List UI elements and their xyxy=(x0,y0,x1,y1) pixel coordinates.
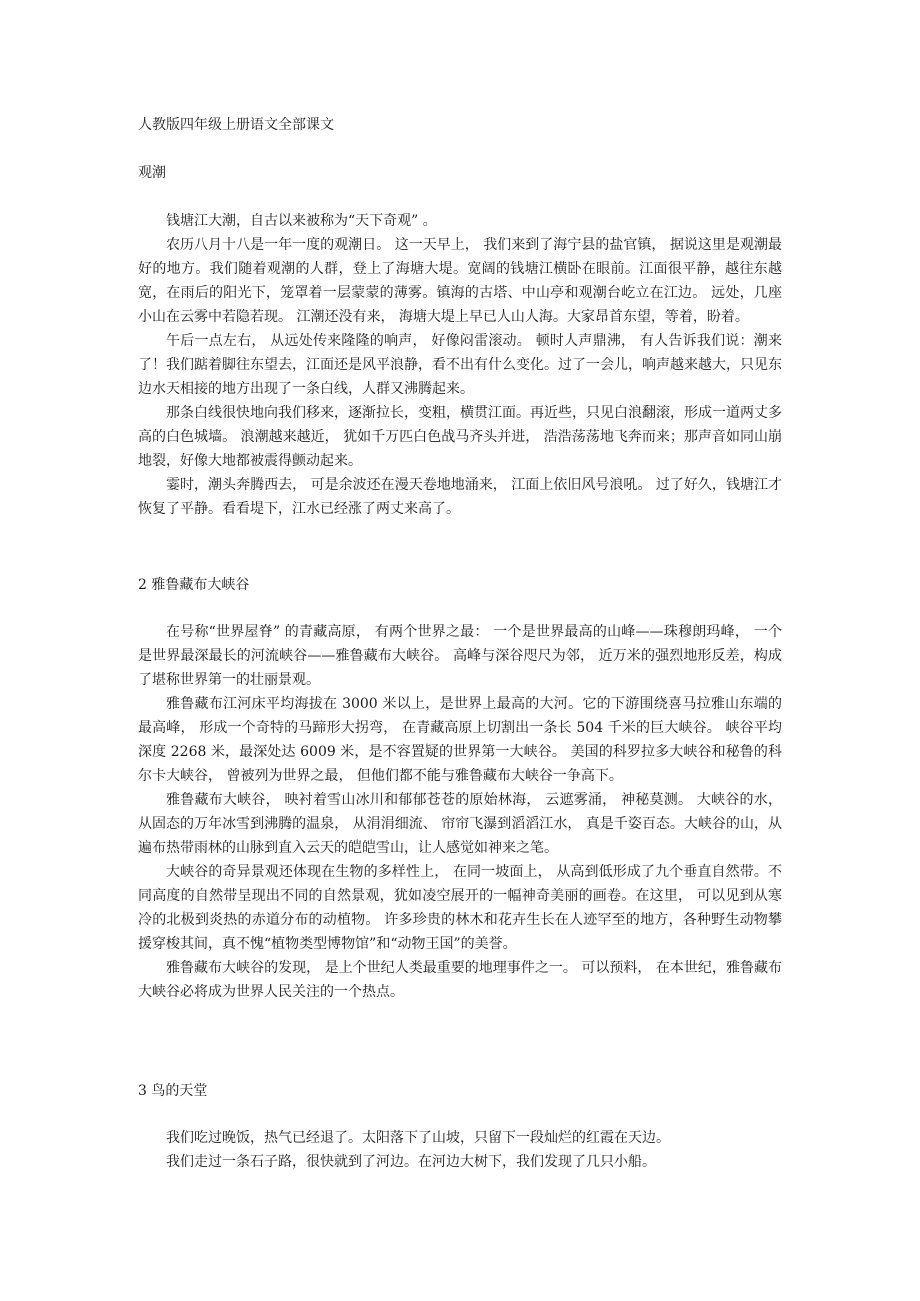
paragraph: 霎时，潮头奔腾西去， 可是余波还在漫天卷地地涌来， 江面上依旧风号浪吼。 过了好久，钱塘江才恢复了平静。看看堤下，江水已经涨了两丈来高了。 xyxy=(138,477,782,517)
paragraph: 午后一点左右， 从远处传来隆隆的响声， 好像闷雷滚动。 顿时人声鼎沸， 有人告诉我们说：潮来了！我们踮着脚往东望去，江面还是风平浪静，看不出有什么变化。过了一会儿，响声越来越大，只见东边水天相接的地方出现了一条白线，人群又沸腾起来。 xyxy=(138,333,782,397)
paragraph: 农历八月十八是一年一度的观潮日。 这一天早上， 我们来到了海宁县的盐官镇， 据说这里是观潮最好的地方。我们随着观潮的人群，登上了海塘大堤。宽阔的钱塘江横卧在眼前。江面很平静，越往东越宽，在雨后的阳光下，笼罩着一层蒙蒙的薄雾。镇海的古塔、中山亭和观潮台屹立在江边。 远处，几座小山在云雾中若隐若现。 江潮还没有来， 海塘大堤上早已人山人海。大家昂首东望，等着，盼着。 xyxy=(138,237,782,325)
paragraph: 我们吃过晚饭，热气已经退了。太阳落下了山坡，只留下一段灿烂的红霞在天边。 xyxy=(166,1130,670,1146)
paragraph: 雅鲁藏布大峡谷， 映衬着雪山冰川和郁郁苍苍的原始林海， 云遮雾涌， 神秘莫测。 大峡谷的水， 从固态的万年冰雪到沸腾的温泉， 从涓涓细流、 帘帘飞瀑到滔滔江水， 真是千姿百态。大峡谷的山，从遍布热带雨林的山脉到直入云天的皑皑雪山，让人感觉如神来之笔。 xyxy=(138,792,782,856)
paragraph: 大峡谷的奇异景观还体现在生物的多样性上， 在同一坡面上， 从高到低形成了九个垂直自然带。不同高度的自然带呈现出不同的自然景观，犹如凌空展开的一幅神奇美丽的画卷。在这里， 可以见到从寒冷的北极到炎热的赤道分布的动植物。 许多珍贵的林木和花卉生长在人迹罕至的地方，各种野生动物攀援穿梭其间，真不愧“植物类型博物馆”和“动物王国”的美誉。 xyxy=(138,864,782,952)
paragraph: 我们走过一条石子路，很快就到了河边。在河边大树下，我们发现了几只小船。 xyxy=(166,1154,656,1170)
paragraph: 钱塘江大潮，自古以来被称为“天下奇观” 。 xyxy=(166,213,437,229)
paragraph: 雅鲁藏布江河床平均海拔在 3000 米以上，是世界上最高的大河。它的下游围绕喜马拉雅山东端的最高峰， 形成一个奇特的马蹄形大拐弯， 在青藏高原上切割出一条长 504 千米的巨大峡谷。 峡谷平均深度 2268 米，最深处达 6009 米，是不容置疑的世界第一大峡谷。 美国的科罗拉多大峡谷和秘鲁的科尔卡大峡谷， 曾被列为世界之最， 但他们都不能与雅鲁藏布大峡谷一争高下。 xyxy=(138,696,782,784)
document-title: 人教版四年级上册语文全部课文 xyxy=(138,117,334,133)
lesson-2-heading: 2 雅鲁藏布大峡谷 xyxy=(138,577,250,593)
paragraph: 那条白线很快地向我们移来，逐渐拉长，变粗，横贯江面。再近些，只见白浪翻滚，形成一道两丈多高的白色城墙。 浪潮越来越近， 犹如千万匹白色战马齐头并进， 浩浩荡荡地飞奔而来；那声音如同山崩地裂，好像大地都被震得颤动起来。 xyxy=(138,405,782,469)
lesson-3-heading: 3 鸟的天堂 xyxy=(138,1083,208,1099)
lesson-2-body xyxy=(138,620,782,1004)
paragraph: 雅鲁藏布大峡谷的发现， 是上个世纪人类最重要的地理事件之一。 可以预料， 在本世纪，雅鲁藏布大峡谷必将成为世界人民关注的一个热点。 xyxy=(138,960,782,1000)
lesson-1-body xyxy=(138,209,782,521)
paragraph: 在号称“世界屋脊” 的青藏高原， 有两个世界之最： 一个是世界最高的山峰——珠穆朗玛峰， 一个是世界最深最长的河流峡谷——雅鲁藏布大峡谷。 高峰与深谷咫尺为邻， 近万米的强烈地形反差，构成了堪称世界第一的壮丽景观。 xyxy=(138,624,782,688)
lesson-3-body xyxy=(138,1126,782,1174)
lesson-1-heading: 观潮 xyxy=(138,165,166,181)
